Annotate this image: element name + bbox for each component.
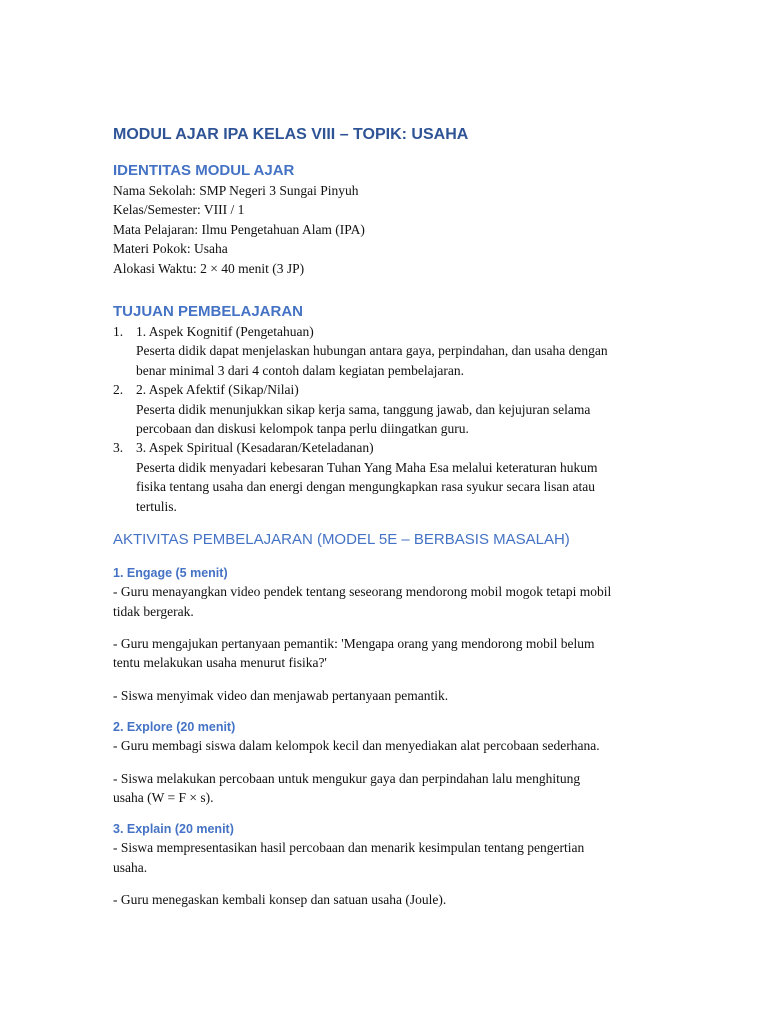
paragraph-line: tentu melakukan usaha menurut fisika?' bbox=[113, 655, 327, 671]
list-item-text: Peserta didik menunjukkan sikap kerja sama, tanggung jawab, dan kejujuran selama bbox=[136, 401, 591, 417]
explore-heading: 2. Explore (20 menit) bbox=[113, 720, 236, 735]
paragraph-line: usaha. bbox=[113, 859, 148, 875]
paragraph-line: - Guru membagi siswa dalam kelompok kecil dan menyediakan alat percobaan sederhana. bbox=[113, 738, 600, 754]
engage-heading: 1. Engage (5 menit) bbox=[113, 566, 228, 581]
paragraph-line: - Siswa mempresentasikan hasil percobaan dan menarik kesimpulan tentang pengertian bbox=[113, 840, 585, 856]
identitas-line: Materi Pokok: Usaha bbox=[113, 241, 228, 257]
document-body bbox=[113, 124, 673, 910]
list-item-text: percobaan dan diskusi kelompok tanpa perlu diingatkan guru. bbox=[136, 421, 469, 437]
explain-heading: 3. Explain (20 menit) bbox=[113, 822, 234, 837]
list-number: 2. bbox=[113, 382, 124, 398]
paragraph-line: - Guru menayangkan video pendek tentang seseorang mendorong mobil mogok tetapi mobil bbox=[113, 584, 612, 600]
document-title: MODUL AJAR IPA KELAS VIII – TOPIK: USAHA bbox=[113, 126, 469, 143]
tujuan-heading: TUJUAN PEMBELAJARAN bbox=[113, 303, 304, 321]
list-item-text: Peserta didik menyadari kebesaran Tuhan Yang Maha Esa melalui keteraturan hukum bbox=[136, 459, 598, 475]
identitas-line: Mata Pelajaran: Ilmu Pengetahuan Alam (IPA) bbox=[113, 221, 365, 237]
identitas-line: Alokasi Waktu: 2 × 40 menit (3 JP) bbox=[113, 260, 305, 276]
list-item-text: fisika tentang usaha dan energi dengan mengungkapkan rasa syukur secara lisan atau bbox=[136, 479, 595, 495]
list-item-text: Peserta didik dapat menjelaskan hubungan antara gaya, perpindahan, dan usaha dengan bbox=[136, 343, 608, 359]
identitas-section bbox=[113, 181, 673, 278]
list-item bbox=[113, 438, 673, 516]
identitas-line: Kelas/Semester: VIII / 1 bbox=[113, 202, 245, 218]
list-item bbox=[113, 322, 673, 380]
identitas-line: Nama Sekolah: SMP Negeri 3 Sungai Pinyuh bbox=[113, 183, 359, 198]
aktivitas-heading: AKTIVITAS PEMBELAJARAN (MODEL 5E – BERBASIS MASALAH) bbox=[113, 531, 570, 549]
tujuan-list bbox=[113, 322, 673, 516]
list-item-text: tertulis. bbox=[136, 498, 177, 514]
list-item-text: benar minimal 3 dari 4 contoh dalam kegiatan pembelajaran. bbox=[136, 362, 465, 378]
list-item-title: 1. Aspek Kognitif (Pengetahuan) bbox=[136, 324, 314, 340]
list-item-title: 2. Aspek Afektif (Sikap/Nilai) bbox=[136, 382, 299, 398]
paragraph-line: - Siswa melakukan percobaan untuk mengukur gaya dan perpindahan lalu menghitung bbox=[113, 770, 581, 786]
paragraph-line: - Guru menegaskan kembali konsep dan satuan usaha (Joule). bbox=[113, 892, 447, 908]
paragraph-line: - Guru mengajukan pertanyaan pemantik: 'Mengapa orang yang mendorong mobil belum bbox=[113, 635, 595, 651]
identitas-heading: IDENTITAS MODUL AJAR bbox=[113, 162, 295, 179]
paragraph-line: - Siswa menyimak video dan menjawab pertanyaan pemantik. bbox=[113, 687, 449, 703]
paragraph-line: tidak bergerak. bbox=[113, 603, 194, 619]
list-number: 3. bbox=[113, 440, 124, 456]
list-item bbox=[113, 380, 673, 438]
list-number: 1. bbox=[113, 324, 124, 340]
list-item-title: 3. Aspek Spiritual (Kesadaran/Keteladanan) bbox=[136, 440, 374, 456]
paragraph-line: usaha (W = F × s). bbox=[113, 789, 214, 805]
